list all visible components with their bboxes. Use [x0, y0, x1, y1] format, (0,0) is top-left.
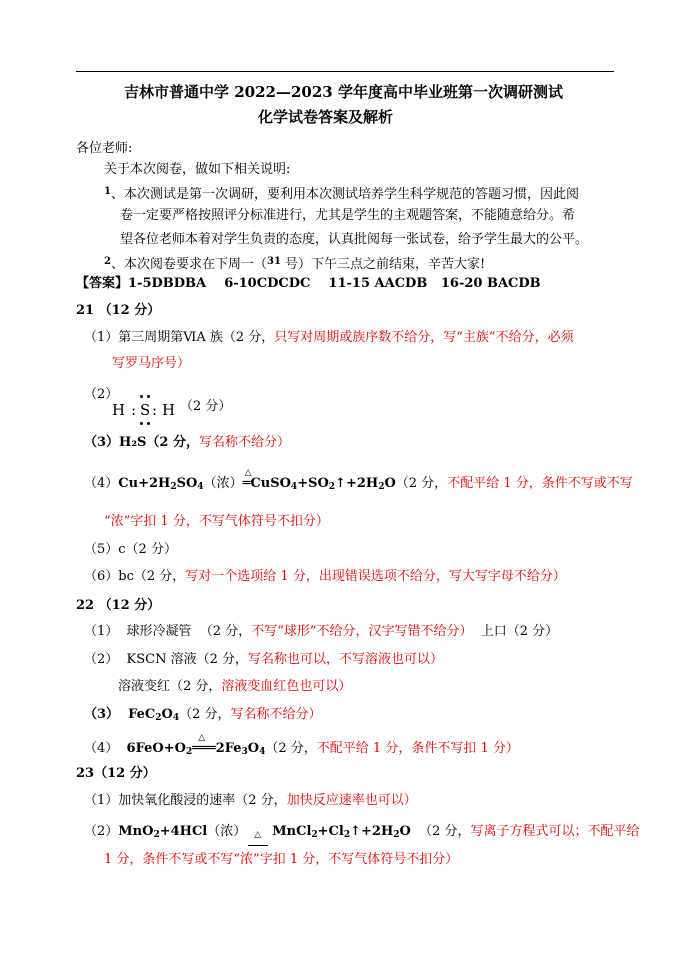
- q21-part-3: （3）H₂S（2 分，写名称不给分）: [84, 435, 290, 450]
- question-21-heading: 21 （12 分）: [76, 303, 161, 318]
- q21-part-5: （5）c（2 分）: [84, 542, 177, 557]
- q21-part-1: （1）第三周期第ⅥA 族（2 分，只写对周期或族序数不给分，写“主族”不给分，必须: [84, 330, 574, 345]
- question-22-heading: 22 （12 分）: [76, 598, 161, 613]
- question-23-heading: 23（12 分）: [76, 766, 156, 781]
- q21-part-6: （6）bc（2 分，写对一个选项给 1 分，出现错误选项不给分，写大写字母不给分）: [84, 569, 566, 584]
- q23-part-1: （1）加快氧化酸浸的速率（2 分，加快反应速率也可以）: [84, 793, 417, 808]
- q21-part-4: $(4)Cu+2H_2SO_4$（浓） △ $═CuSO_4+SO_2↑+2H_2O(2$ 分，不配平给 1 分，条件不写或不写: [84, 468, 633, 492]
- greeting: 各位老师:: [76, 141, 133, 156]
- top-rule: [76, 71, 614, 72]
- h2s-electron-dot-structure: H : S : H: [112, 392, 190, 428]
- note-1-line-2: 卷一定要严格按照评分标准进行，尤其是学生的主观题答案，不能随意给分。希: [120, 208, 576, 223]
- q22-part-3: （3） $FeC_2O_4(2$ 分，写名称不给分）: [84, 707, 322, 723]
- q22-part-2-cont: 溶液变红（2 分，溶液变血红色也可以）: [118, 679, 352, 694]
- q22-part-4: （4） $6FeO+O_2$ △ $═══2Fe_3O_4(2$ 分，不配平给 1 分，条件不写扣 1 分）: [84, 733, 519, 757]
- q23-part-2-cont: 1 分，条件不写或不写“浓”字扣 1 分，不写气体符号不扣分）: [104, 852, 459, 867]
- note-2: $^2$、本次阅卷要求在下周一（$^{31}$ 号）下午三点之前结束，辛苦大家!: [104, 256, 486, 272]
- q21-part-1-cont: 写罗马序号）: [112, 356, 191, 371]
- q21-part-2-label: （2）: [84, 387, 119, 402]
- document-subtitle: 化学试卷答案及解析: [258, 108, 394, 126]
- q22-part-1: （1） 球形冷凝管 （2 分，不写“球形”不给分，汉字写错不给分） 上口（2 分）: [84, 624, 559, 639]
- document-title: 吉林市普通中学 2022—2023 学年度高中毕业班第一次调研测试: [124, 83, 563, 101]
- q21-part-4-cont: “浓”字扣 1 分，不写气体符号不扣分）: [104, 514, 329, 529]
- note-1-line-3: 望各位老师本着对学生负责的态度，认真批阅每一张试卷，给予学生最大的公平。: [120, 232, 589, 247]
- note-1-line-1: $^1$、本次测试是第一次调研，要利用本次测试培养学生科学规范的答题习惯，因此阅: [104, 186, 579, 202]
- multiple-choice-answers: 【答案】1-5DBDBA 6-10CDCDC 11-15 AACDB 16-20 BACDB: [76, 276, 541, 291]
- q21-part-2-score: （2 分）: [180, 399, 232, 414]
- q23-part-2: （2）MnO$_2$+4HCl（浓） △ $MnCl_2+Cl_2↑+2H_2O$ （2 分，写离子方程式可以；不配平给: [84, 823, 640, 841]
- intro-line: 关于本次阅卷，做如下相关说明:: [104, 162, 291, 177]
- q22-part-2: （2） KSCN 溶液（2 分，写名称也可以，不写溶液也可以）: [84, 652, 444, 667]
